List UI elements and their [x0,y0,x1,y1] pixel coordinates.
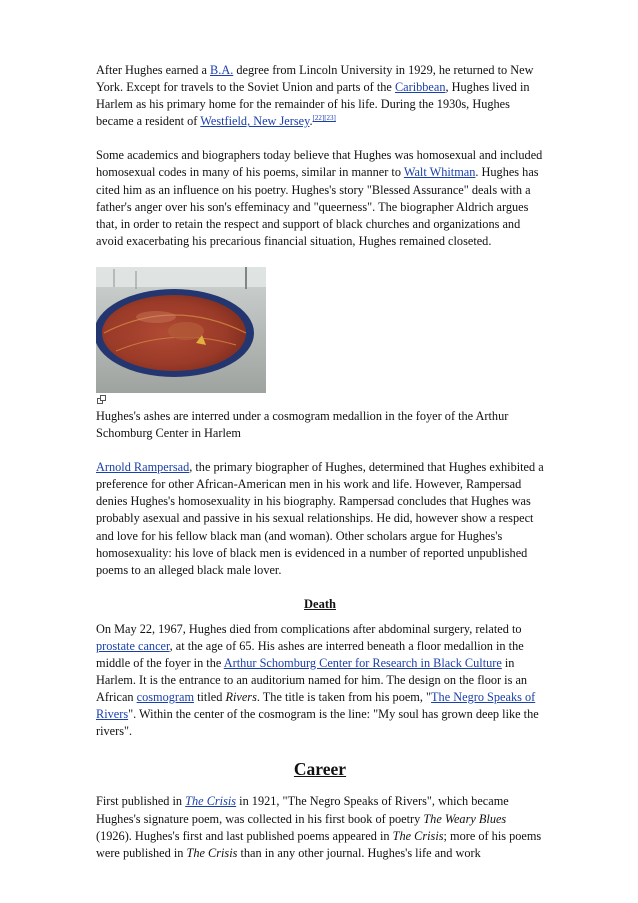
paragraph-rampersad [96,459,544,579]
link-schomburg-center[interactable]: Arthur Schomburg Center for Research in Black Culture [223,655,502,670]
title-crisis: The Crisis [392,828,444,843]
text: ". Within the center of the cosmogram is the line: "My soul has grown deep like the rivers". [96,707,539,739]
heading-text: Career [293,759,347,780]
image-caption: Hughes's ashes are interred under a cosmogram medallion in the foyer of the Arthur Schomburg Center in Harlem [96,408,509,441]
text: . [309,114,313,129]
link-the-crisis[interactable] [185,794,236,808]
text: (1926). Hughes's first and last published poems appeared in [96,828,393,843]
text: . The title is taken from his poem, " [256,690,432,705]
text: in 1921, "The Negro Speaks of Rivers", which became Hughes's signature poem, was collected in his first book of poetry [96,794,509,826]
title-rivers: Rivers [225,690,257,705]
link-westfield[interactable]: Westfield, New Jersey [200,114,310,129]
text: . Hughes has cited him as an influence on his poetry. Hughes's story "Blessed Assurance" deals with a father's anger over his son's effeminacy and "queerness". The biographer Aldrich argues that, in order to retain the respect and support of black churches and organizations and avoid exacerbating his precarious financial situation, Hughes remained closeted. [96,165,539,248]
link-whitman[interactable]: Walt Whitman [403,165,476,180]
text: ; more of his poems were published in [96,828,542,860]
text: , Hughes lived in Harlem as his primary home for the remainder of his life. During the 1930s, Hughes became a resident of [96,80,530,129]
text: Some academics and biographers today believe that Hughes was homosexual and included homosexual codes in many of his poems, similar in manner to [96,148,543,180]
link-caribbean[interactable]: Caribbean [394,80,446,95]
text: in Harlem. It is the entrance to an auditorium named for him. The design on the floor is an African [96,655,528,705]
paragraph-death [96,621,544,741]
figure [96,267,544,442]
link-text: The Crisis [185,794,237,809]
text: titled [194,690,226,705]
paragraph-career [96,793,544,861]
link-prostate-cancer[interactable]: prostate cancer [96,638,170,653]
link-negro-speaks-of-rivers[interactable]: The Negro Speaks of Rivers [96,690,536,722]
cosmogram-photo[interactable] [96,267,266,393]
title-weary-blues: The Weary Blues [423,811,507,826]
article-body [96,62,544,879]
heading-career [96,757,544,781]
reference-link[interactable]: [22][23] [312,114,336,123]
paragraph-residence [96,62,544,130]
heading-death [96,596,544,613]
heading-text: Death [304,596,336,611]
enlarge-icon[interactable] [97,395,106,404]
link-rampersad[interactable]: Arnold Rampersad [96,460,190,475]
text: , at the age of 65. His ashes are interred beneath a floor medallion in the middle of the foyer in the [96,638,524,670]
text: After Hughes earned a [96,63,211,77]
link-cosmogram[interactable]: cosmogram [136,690,195,705]
text: , the primary biographer of Hughes, determined that Hughes exhibited a preference for other African-American men in his work and life. However, Rampersad denies Hughes's homosexuality in his biography. Rampersad concludes that Hughes was probably asexual and passive in his sexual relationships. He did, however show a respect and love for his fellow black man (and woman). Other scholars argue for Hughes's homosexuality: his love of black men is evidenced in a number of reported unpublished poems to an alleged black male lover. [96,460,544,577]
text: than in any other journal. Hughes's life and work [237,845,481,860]
text: degree from Lincoln University in 1929, he returned to New York. Except for travels to the Soviet Union and parts of the [96,63,534,95]
text: First published in [96,794,186,809]
paragraph-sexuality [96,147,544,250]
link-ba[interactable]: B.A. [210,63,234,77]
text: On May 22, 1967, Hughes died from complications after abdominal surgery, related to [96,621,522,636]
title-crisis: The Crisis [186,845,238,860]
